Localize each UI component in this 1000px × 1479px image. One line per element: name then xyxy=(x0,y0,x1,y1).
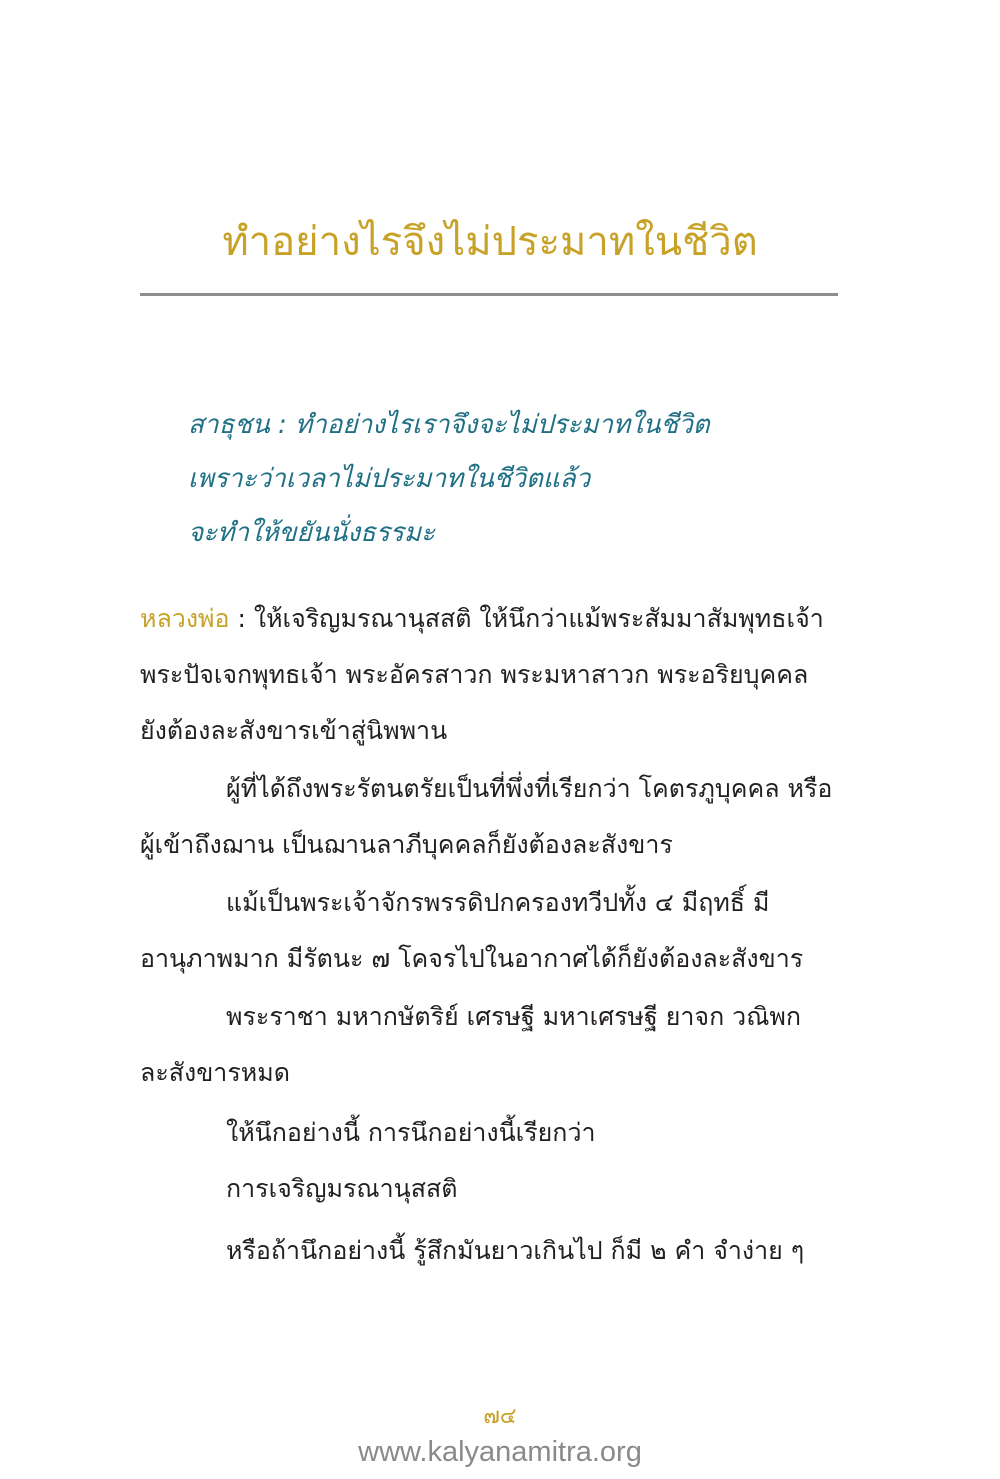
speaker-label: หลวงพ่อ xyxy=(140,604,230,633)
answer-p5-line-1: ให้นึกอย่างนี้ การนึกอย่างนี้เรียกว่า xyxy=(226,1118,596,1147)
answer-p4-line-1: พระราชา มหากษัตริย์ เศรษฐี มหาเศรษฐี ยาจก วณิพก xyxy=(226,1002,802,1031)
answer-p1-line-1-text: : ให้เจริญมรณานุสสติ ให้นึกว่าแม้พระสัมมาสัมพุทธเจ้า xyxy=(229,604,824,633)
footer-url: www.kalyanamitra.org xyxy=(358,1436,642,1468)
page-title: ทำอย่างไรจึงไม่ประมาทในชีวิต xyxy=(222,219,758,265)
question-line-3: จะทำให้ขยันนั่งธรรมะ xyxy=(188,518,435,548)
question-line-1: สาธุชน : ทำอย่างไรเราจึงจะไม่ประมาทในชีวิต xyxy=(188,410,710,440)
answer-p1-line-1 xyxy=(140,596,838,652)
answer-p3-line-2: อานุภาพมาก มีรัตนะ ๗ โคจรไปในอากาศได้ก็ยังต้องละสังขาร xyxy=(140,944,804,973)
answer-paragraph-5 xyxy=(140,1110,838,1222)
answer-p4-line-2: ละสังขารหมด xyxy=(140,1058,290,1087)
answer-p1-line-2: พระปัจเจกพุทธเจ้า พระอัครสาวก พระมหาสาวก พระอริยบุคคล xyxy=(140,660,809,689)
page-number: ๗๔ xyxy=(483,1404,517,1429)
answer-p6-line-1: หรือถ้านึกอย่างนี้ รู้สึกมันยาวเกินไป ก็มี ๒ คำ จำง่าย ๆ xyxy=(226,1236,805,1265)
title-divider xyxy=(140,293,838,296)
answer-p2-line-2: ผู้เข้าถึงฌาน เป็นฌานลาภีบุคคลก็ยังต้องละสังขาร xyxy=(140,830,673,859)
answer-p5-line-2: การเจริญมรณานุสสติ xyxy=(226,1174,458,1203)
question-block xyxy=(188,402,808,564)
answer-p2-line-1: ผู้ที่ได้ถึงพระรัตนตรัยเป็นที่พึ่งที่เรียกว่า โคตรภูบุคคล หรือ xyxy=(226,774,833,803)
answer-paragraph-3 xyxy=(140,880,838,992)
answer-paragraph-4 xyxy=(140,994,838,1106)
answer-p1-line-3: ยังต้องละสังขารเข้าสู่นิพพาน xyxy=(140,716,448,745)
answer-paragraph-2 xyxy=(140,766,838,878)
question-line-2: เพราะว่าเวลาไม่ประมาทในชีวิตแล้ว xyxy=(188,464,591,494)
answer-paragraph-1 xyxy=(140,596,838,764)
answer-p3-line-1: แม้เป็นพระเจ้าจักรพรรดิปกครองทวีปทั้ง ๔ มีฤทธิ์ มี xyxy=(226,888,770,917)
answer-paragraph-6 xyxy=(140,1228,838,1284)
